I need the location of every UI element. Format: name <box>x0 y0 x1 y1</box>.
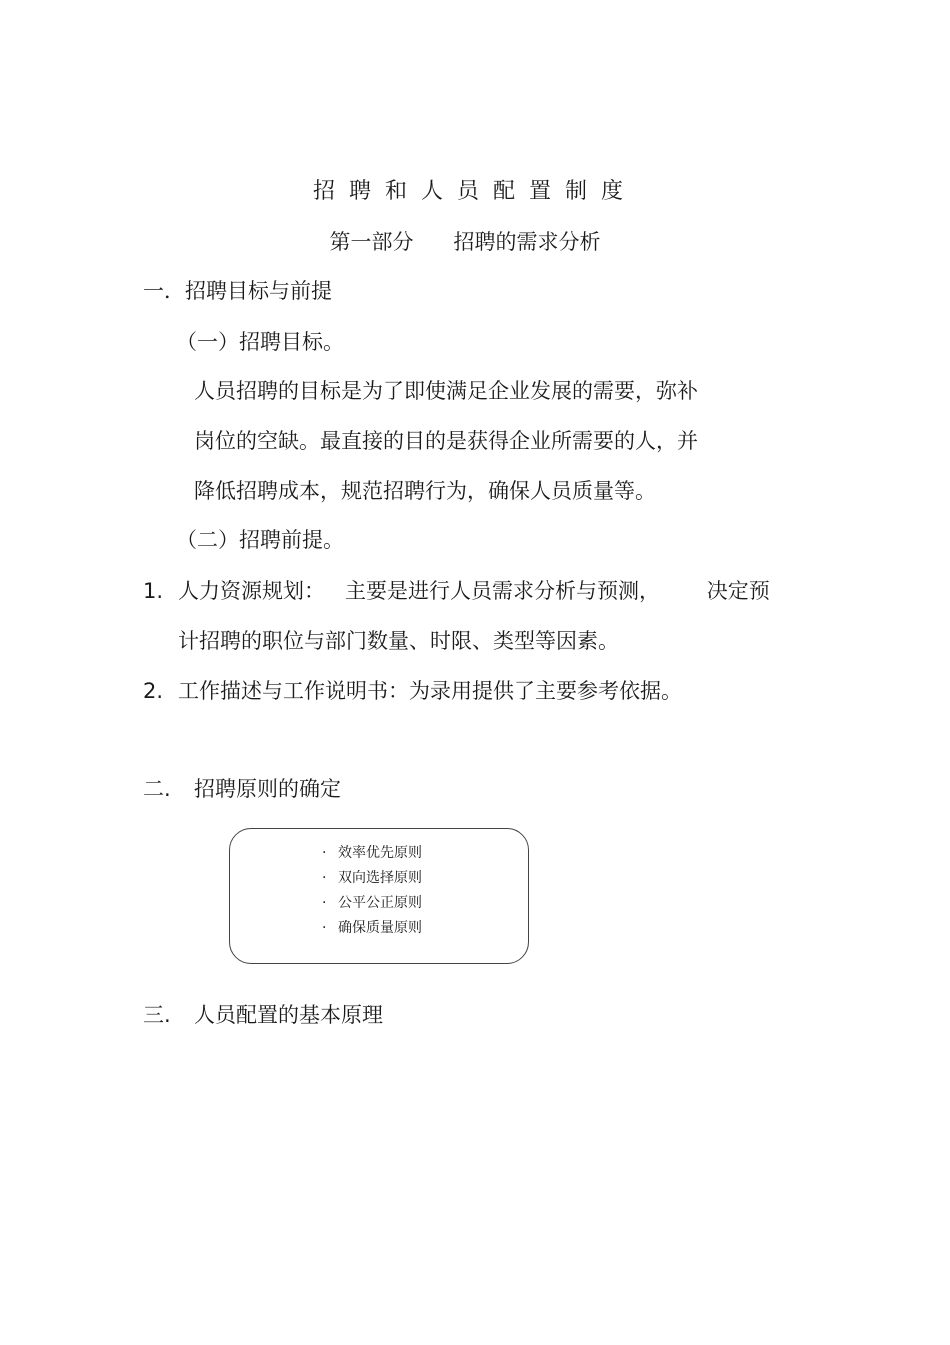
bullet-icon: · <box>322 870 327 886</box>
sub1-heading: （一）招聘目标。 <box>176 330 344 354</box>
list-item <box>322 866 422 891</box>
document-title: 招聘和人员配置制度 <box>312 179 637 204</box>
bullet-icon: · <box>322 845 327 861</box>
principle-label: 确保质量原则 <box>338 920 422 936</box>
list-item <box>322 841 422 866</box>
sub1-paragraph-line-2: 岗位的空缺。最直接的目的是获得企业所需要的人，并 <box>194 429 698 453</box>
principle-label: 双向选择原则 <box>338 870 422 886</box>
section2-number: 二. <box>143 777 171 801</box>
list-item <box>322 891 422 916</box>
section3-number: 三. <box>143 1003 171 1027</box>
principles-box <box>229 828 529 964</box>
sub1-paragraph-line-3: 降低招聘成本，规范招聘行为，确保人员质量等。 <box>194 479 656 503</box>
sub2-heading: （二）招聘前提。 <box>176 528 344 552</box>
section1-heading: 一．招聘目标与前提 <box>143 279 332 303</box>
principle-label: 公平公正原则 <box>338 895 422 911</box>
bullet-icon: · <box>322 920 327 936</box>
list-item-number: 2. <box>143 679 164 703</box>
bullet-icon: · <box>322 895 327 911</box>
list-item-number: 1. <box>143 579 164 603</box>
section3-heading: 人员配置的基本原理 <box>194 1003 383 1027</box>
list-item <box>322 916 422 941</box>
list-item-text: 人力资源规划： 主要是进行人员需求分析与预测， 决定预 <box>178 579 770 603</box>
section2-heading: 招聘原则的确定 <box>194 777 341 801</box>
principle-label: 效率优先原则 <box>338 845 422 861</box>
principles-list <box>322 841 422 941</box>
list-item-text-continued: 计招聘的职位与部门数量、时限、类型等因素。 <box>178 629 619 653</box>
list-item-text: 工作描述与工作说明书：为录用提供了主要参考依据。 <box>178 679 682 703</box>
part-heading: 第一部分 招聘的需求分析 <box>329 230 601 254</box>
sub1-paragraph-line-1: 人员招聘的目标是为了即使满足企业发展的需要，弥补 <box>194 379 698 403</box>
